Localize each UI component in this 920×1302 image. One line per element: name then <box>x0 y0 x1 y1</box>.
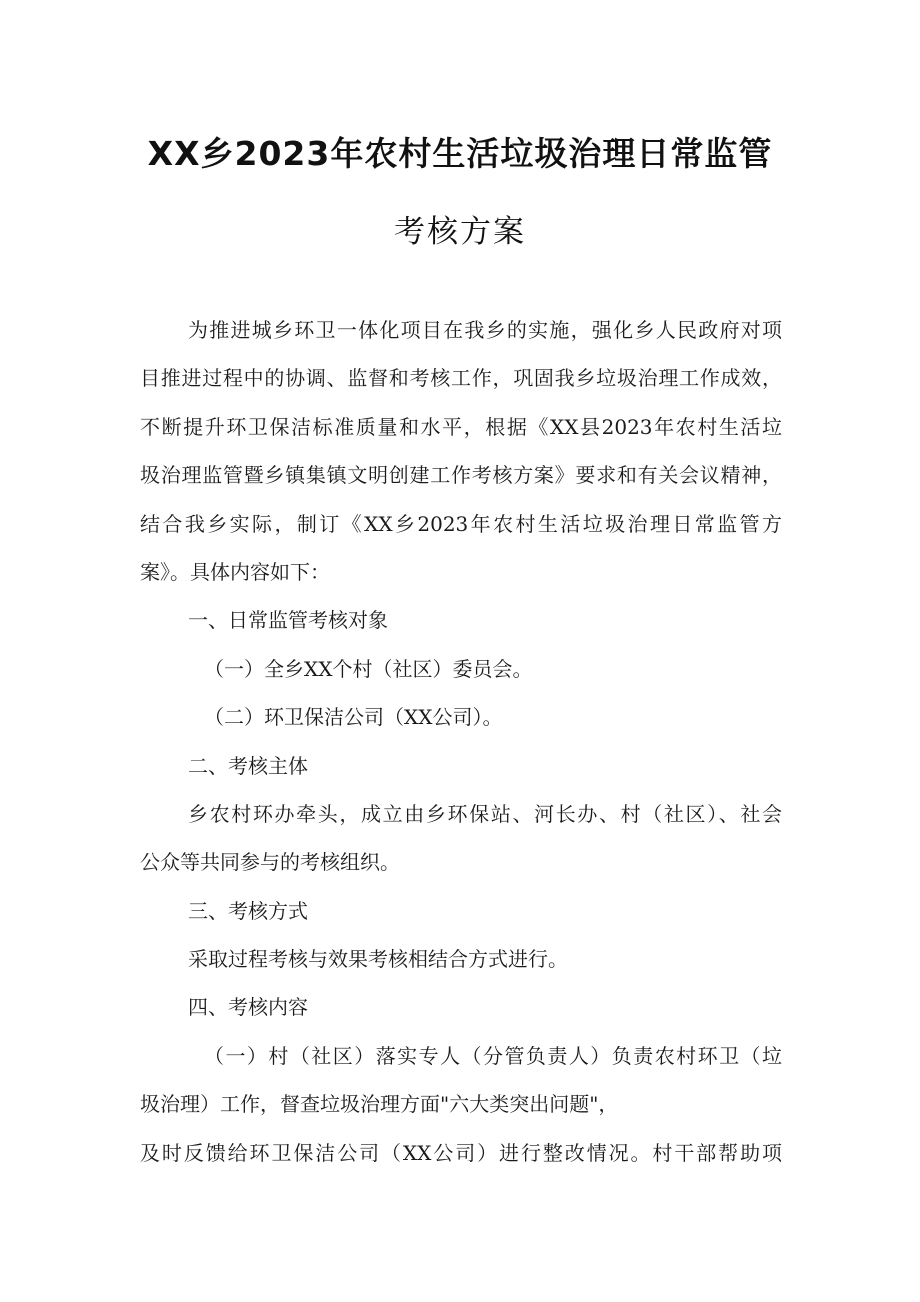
paragraph-line: 圾治理监管暨乡镇集镇文明创建工作考核方案》要求和有关会议精神， <box>140 463 782 488</box>
paragraph-line: 为推进城乡环卫一体化项目在我乡的实施，强化乡人民政府对项 <box>188 318 782 342</box>
paragraph-line: 乡农村环办牵头，成立由乡环保站、河长办、村（社区）、社会 <box>188 801 782 826</box>
paragraph-line: 不断提升环卫保洁标准质量和水平，根据《XX县2023年农村生活垃 <box>140 414 782 439</box>
list-item: （一）全乡XX个村（社区）委员会。 <box>204 656 533 681</box>
document-title-line-2: 考核方案 <box>394 214 526 250</box>
paragraph-line: 采取过程考核与效果考核相结合方式进行。 <box>188 947 568 972</box>
section-heading: 二、考核主体 <box>188 753 308 778</box>
document-title-line-1: XX乡2023年农村生活垃圾治理日常监管 <box>147 134 773 173</box>
paragraph-line: 及时反馈给环卫保洁公司（XX公司）进行整改情况。村干部帮助项 <box>140 1140 782 1165</box>
list-item: （二）环卫保洁公司（XX公司）。 <box>204 705 503 730</box>
paragraph-line: 结合我乡实际，制订《XX乡2023年农村生活垃圾治理日常监管方 <box>140 511 782 536</box>
section-heading: 一、日常监管考核对象 <box>188 608 388 633</box>
document-body <box>140 306 782 1177</box>
paragraph-line: 案》。具体内容如下： <box>140 559 330 584</box>
paragraph-line: 目推进过程中的协调、监督和考核工作，巩固我乡垃圾治理工作成效， <box>140 366 782 391</box>
paragraph-line: 圾治理）工作，督查垃圾治理方面"六大类突出问题"， <box>140 1092 619 1117</box>
paragraph-line: 公众等共同参与的考核组织。 <box>140 850 400 875</box>
paragraph-line: （一）村（社区）落实专人（分管负责人）负责农村环卫（垃 <box>204 1043 782 1068</box>
section-heading: 三、考核方式 <box>188 898 308 923</box>
section-heading: 四、考核内容 <box>188 995 308 1020</box>
